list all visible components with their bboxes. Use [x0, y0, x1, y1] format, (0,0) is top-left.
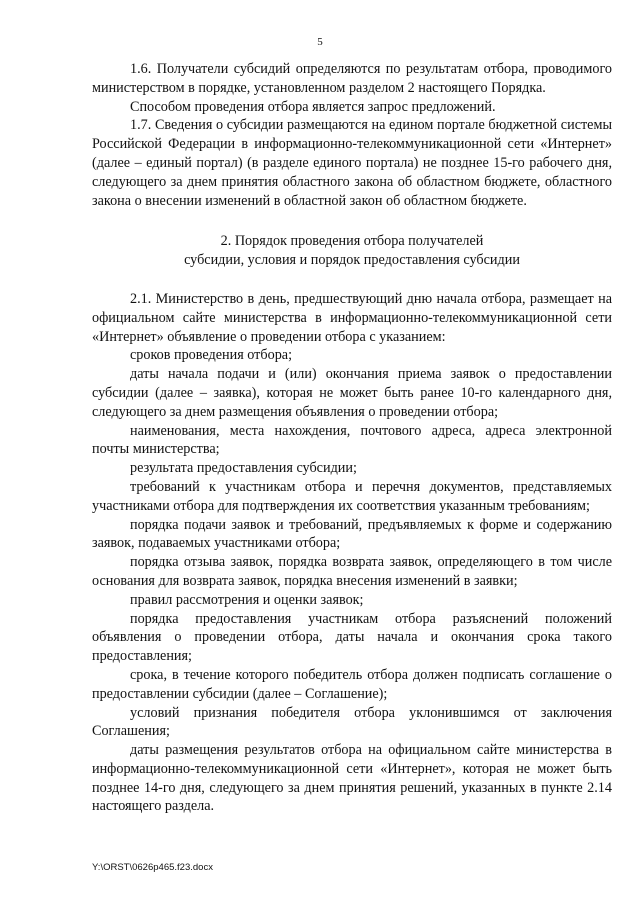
list-item: порядка отзыва заявок, порядка возврата заявок, определяющего в том числе основания для возврата заявок, порядка внесения изменений в заявки;: [92, 554, 612, 589]
list-item: требований к участникам отбора и перечня документов, представляемых участниками отбора для подтверждения их соответствия указанным требованиям;: [92, 478, 612, 514]
list-item: порядка подачи заявок и требований, предъявляемых к форме и содержанию заявок, подаваемых участниками отбора;: [92, 516, 612, 552]
list-item: результата предоставления субсидии;: [130, 460, 357, 477]
list-item: срока, в течение которого победитель отбора должен подписать соглашение о предоставлении субсидии (далее – Соглашение);: [92, 666, 612, 702]
list-item: даты начала подачи и (или) окончания приема заявок о предоставлении субсидии (далее – заявка), которая не может быть ранее 10-го календарного дня, следующего за днем размещения объявления о проведении отбора;: [92, 366, 612, 420]
document-body: [92, 60, 612, 816]
paragraph-1-6: 1.6. Получатели субсидий определяются по результатам отбора, проводимого министерством в порядке, установленном разделом 2 настоящего Порядка.: [92, 61, 612, 96]
list-item: даты размещения результатов отбора на официальном сайте министерства в информационно-телекоммуникационной сети «Интернет», которая не может быть позднее 14-го дня, следующего за днем принятия решений, указанных в пункте 2.14 настоящего раздела.: [92, 742, 612, 815]
paragraph-selection-method: Способом проведения отбора является запрос предложений.: [130, 98, 496, 115]
list-item: наименования, места нахождения, почтового адреса, адреса электронной почты министерства;: [92, 422, 612, 458]
paragraph-2-1: 2.1. Министерство в день, предшествующий дню начала отбора, размещает на официальном сайте министерства в информационно-телекоммуникационной сети «Интернет» объявление о проведении отбора с указанием:: [92, 290, 612, 345]
page-number: 5: [317, 36, 323, 48]
footer-file-path: Y:\ORST\0626p465.f23.docx: [92, 862, 213, 873]
list-item: порядка предоставления участникам отбора разъяснений положений объявления о проведении отбора, даты начала и окончания срока такого предоставления;: [92, 610, 612, 665]
section-heading-line-1: 2. Порядок проведения отбора получателей: [220, 233, 484, 250]
paragraph-1-7: 1.7. Сведения о субсидии размещаются на едином портале бюджетной системы Российской Федерации в информационно-телекоммуникационной сети «Интернет» (далее – единый портал) (в разделе единого портала) не позднее 15-го рабочего дня, следующего за днем принятия областного закона об областном бюджете, областного закона о внесении изменений в областной закон об областном бюджете.: [92, 117, 612, 209]
list-item: условий признания победителя отбора уклонившимся от заключения Соглашения;: [92, 704, 612, 740]
section-heading-line-2: субсидии, условия и порядок предоставления субсидии: [184, 252, 520, 269]
list-item: правил рассмотрения и оценки заявок;: [130, 591, 364, 608]
section-heading: [92, 232, 612, 270]
list-item: сроков проведения отбора;: [130, 347, 293, 364]
